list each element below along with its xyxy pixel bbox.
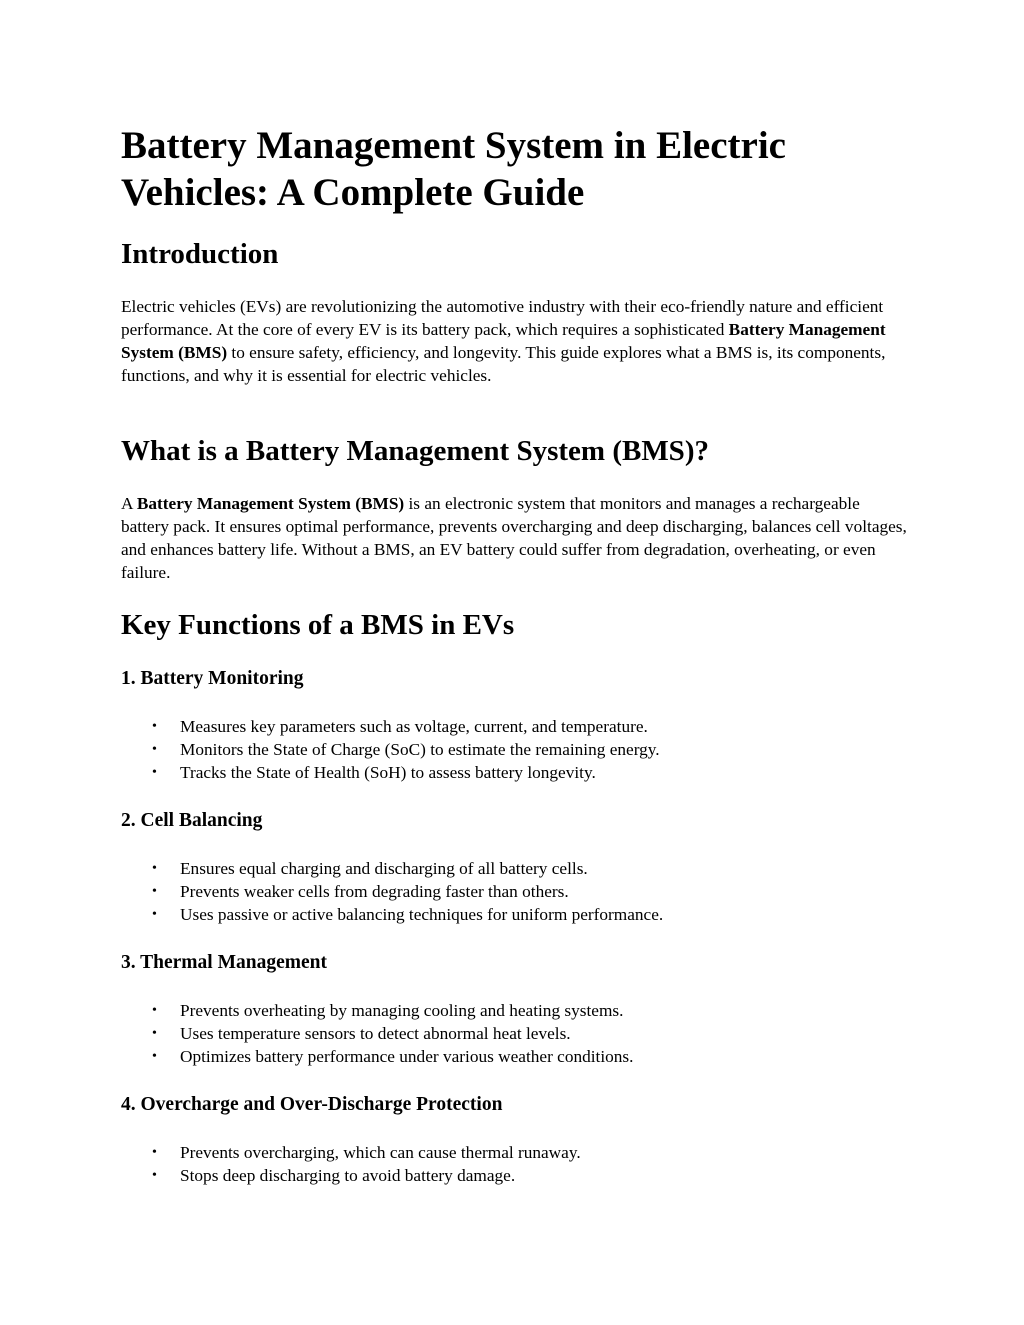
list-item-text: Prevents overheating by managing cooling and heating systems. [180,1001,624,1020]
section-title: 3. Thermal Management [121,952,327,973]
bullet-icon: • [152,765,157,780]
bullet-icon: • [152,1145,157,1160]
section-title: 4. Overcharge and Over-Discharge Protection [121,1094,503,1115]
list-item [121,738,911,761]
bullet-list [121,999,911,1068]
list-item-text: Ensures equal charging and discharging of all battery cells. [180,859,588,878]
bullet-icon: • [152,719,157,734]
bullet-icon: • [152,861,157,876]
list-item-text: Uses passive or active balancing techniques for uniform performance. [180,905,664,924]
bullet-icon: • [152,1168,157,1183]
what-is-text-bold: Battery Management System (BMS) [136,494,405,513]
list-item-text: Tracks the State of Health (SoH) to assess battery longevity. [180,763,596,782]
bullet-icon: • [152,742,157,757]
list-item [121,999,911,1022]
list-item [121,880,911,903]
bullet-list [121,715,911,784]
intro-text-b: to ensure safety, efficiency, and longevity. This guide explores what a BMS is, its components, functions, and why it is essential for electric vehicles. [121,343,886,385]
bullet-icon: • [152,1049,157,1064]
bullet-icon: • [152,1026,157,1041]
list-item [121,1045,911,1068]
what-is-text-b: is an electronic system that monitors and manages a rechargeable battery pack. It ensures optimal performance, prevents overcharging and deep discharging, balances cell voltages, and enhances battery life. Without a BMS, an EV battery could suffer from degradation, overheating, or even failure. [121,494,907,582]
functions-heading: Key Functions of a BMS in EVs [121,609,515,641]
list-item [121,1022,911,1045]
intro-text-a: Electric vehicles (EVs) are revolutionizing the automotive industry with their eco-friendly nature and efficient performance. At the core of every EV is its battery pack, which requires a sophisticated [121,297,884,339]
page-title: Battery Management System in Electric Vehicles: A Complete Guide [121,124,786,214]
intro-paragraph [121,295,911,387]
list-item [121,1164,911,1187]
bullet-list [121,857,911,926]
list-item-text: Optimizes battery performance under various weather conditions. [180,1047,634,1066]
bullet-icon: • [152,884,157,899]
what-is-heading: What is a Battery Management System (BMS)? [121,435,709,467]
what-is-text-a: A [121,494,137,513]
list-item [121,761,911,784]
list-item-text: Measures key parameters such as voltage, current, and temperature. [180,717,648,736]
list-item [121,903,911,926]
intro-heading: Introduction [121,238,279,270]
intro-text-bold: Battery Management System (BMS) [121,320,886,362]
list-item [121,857,911,880]
list-item [121,1141,911,1164]
what-is-paragraph [121,492,911,584]
list-item-text: Stops deep discharging to avoid battery damage. [180,1166,516,1185]
section-title: 2. Cell Balancing [121,810,263,831]
list-item-text: Prevents weaker cells from degrading faster than others. [180,882,569,901]
bullet-list [121,1141,911,1187]
list-item [121,715,911,738]
section-title: 1. Battery Monitoring [121,668,304,689]
bullet-icon: • [152,1003,157,1018]
list-item-text: Monitors the State of Charge (SoC) to estimate the remaining energy. [180,740,660,759]
list-item-text: Uses temperature sensors to detect abnormal heat levels. [180,1024,571,1043]
bullet-icon: • [152,907,157,922]
list-item-text: Prevents overcharging, which can cause thermal runaway. [180,1143,581,1162]
